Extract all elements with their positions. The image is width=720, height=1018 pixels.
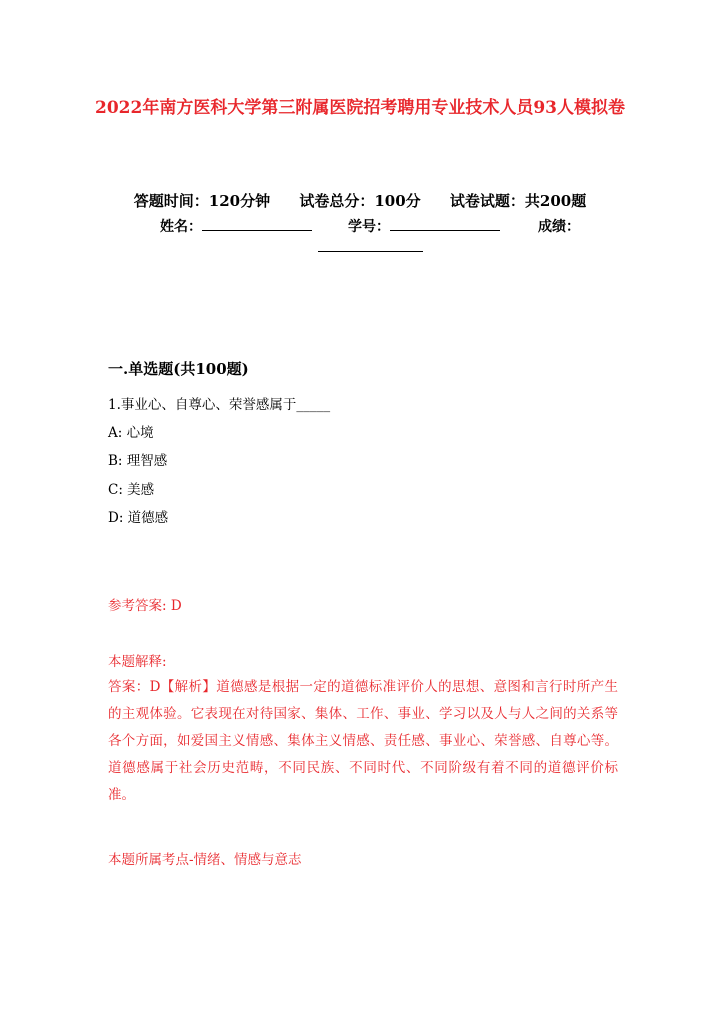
option-c: C: 美感 [108,482,155,498]
option-b: B: 理智感 [108,453,168,469]
id-field [348,214,500,240]
exam-info [90,188,630,240]
student-info-row [90,214,630,240]
name-field [160,214,312,240]
total-score: 试卷总分：100分 [299,192,421,210]
exam-meta-row [90,188,630,214]
id-blank [390,216,500,231]
id-label: 学号： [348,219,390,235]
reference-answer: 参考答案: D [108,598,182,614]
question-stem: 1.事业心、自尊心、荣誉感属于_____ [108,397,331,413]
explanation-text: 答案：D【解析】道德感是根据一定的道德标准评价人的思想、意图和言行时所产生的主观体验。它表现在对待国家、集体、工作、事业、学习以及人与人之间的关系等各个方面，如爱国主义情感、集体主义情感、责任感、事业心、荣誉感、自尊心等。道德感属于社会历史范畴，不同民族、不同时代、不同阶级有着不同的道德评价标准。 [108,679,618,803]
section-heading: 一.单选题(共100题) [108,360,249,378]
option-d: D: 道德感 [108,510,169,526]
knowledge-point: 本题所属考点-情绪、情感与意志 [108,852,302,868]
explanation-label: 本题解释: [108,654,167,670]
score-blank [318,251,423,252]
exam-time: 答题时间：120分钟 [133,192,271,210]
name-blank [202,216,312,231]
score-label: 成绩： [538,219,580,235]
option-a: A: 心境 [108,425,154,441]
document-title: 2022年南方医科大学第三附属医院招考聘用专业技术人员93人模拟卷 [95,98,625,118]
name-label: 姓名： [160,219,202,235]
total-questions: 试卷试题：共200题 [449,192,587,210]
